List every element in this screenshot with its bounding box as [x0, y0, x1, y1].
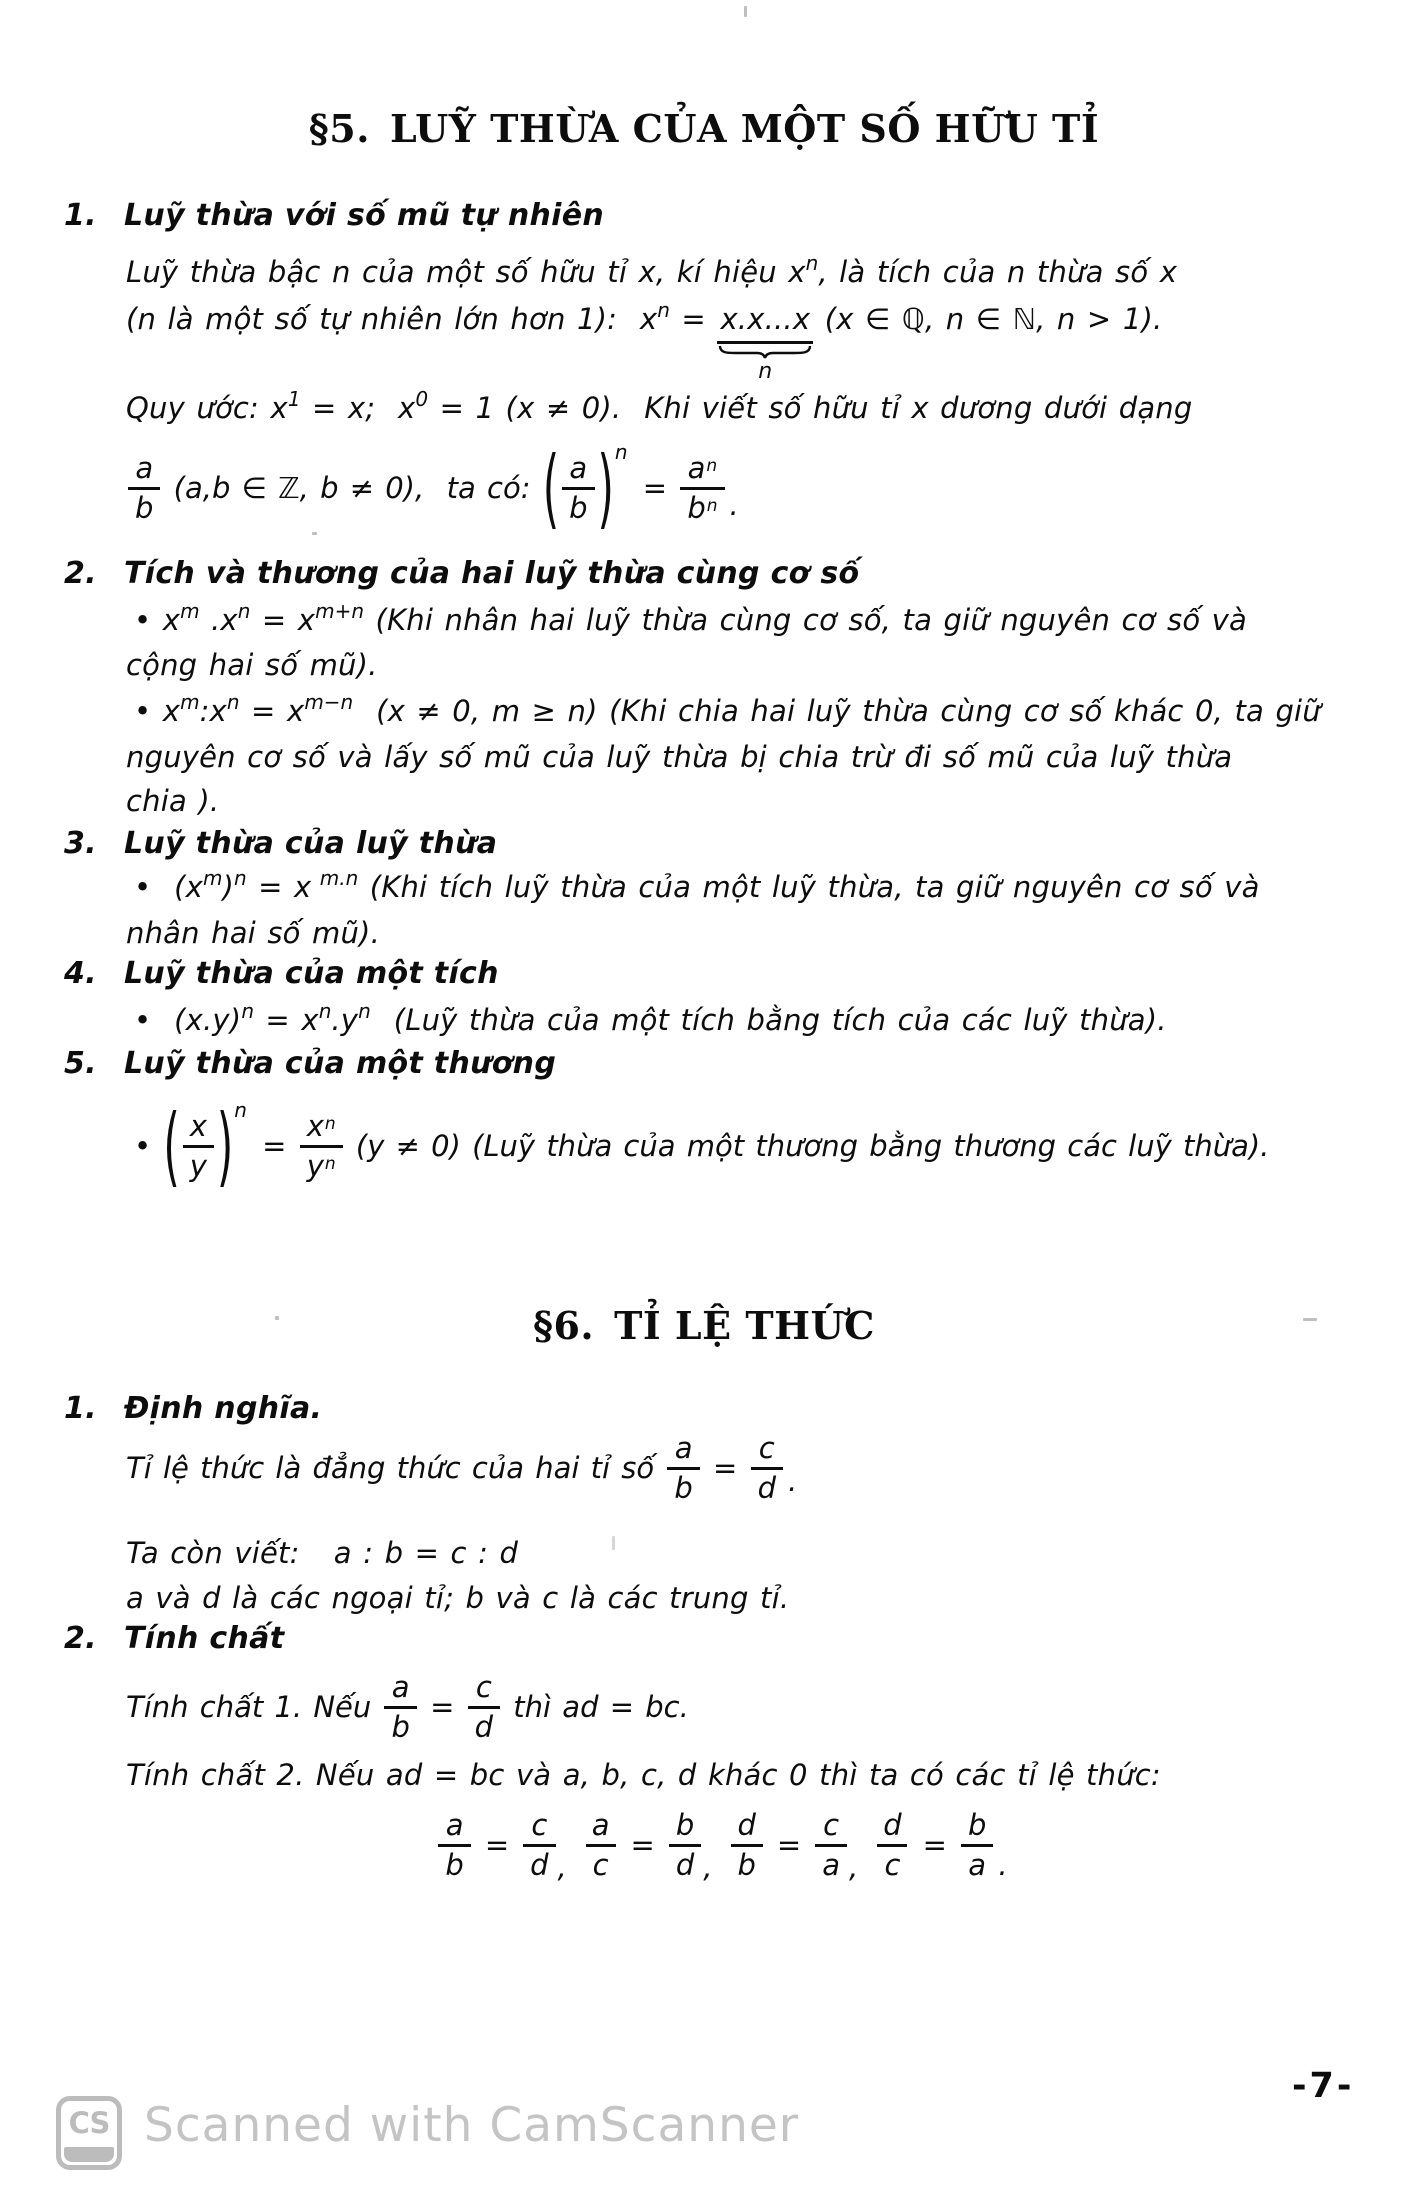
- exponent: n: [706, 495, 718, 516]
- s6-line-ta-con-viet: [126, 1533, 518, 1573]
- s6-item1-heading-text: Định nghĩa.: [124, 1391, 323, 1426]
- text: Tỉ lệ thức là đẳng thức của hai tỉ số: [126, 1451, 666, 1485]
- exponent: m−n: [304, 690, 354, 714]
- exponent: m: [180, 599, 200, 623]
- s6-item2-heading: [64, 1621, 284, 1656]
- right-paren: ): [597, 437, 614, 539]
- section5-number: §5.: [308, 106, 370, 151]
- page-number: -7-: [1292, 2066, 1355, 2106]
- left-paren: (: [163, 1095, 180, 1197]
- base: y: [306, 1148, 324, 1183]
- fraction-c-a: [815, 1810, 847, 1880]
- section6-title-text: TỈ LỆ THỨC: [614, 1303, 875, 1348]
- s6-definition-formula: [126, 1430, 797, 1506]
- base: a: [687, 451, 706, 486]
- exponent: n: [805, 251, 819, 275]
- item3-bullet-line1: [134, 867, 1260, 910]
- item1-number: 1.: [64, 198, 97, 233]
- item3-bullet-line2: [126, 913, 380, 953]
- text: • (x: [134, 870, 204, 904]
- exponent: 0: [415, 387, 429, 411]
- comma: ,: [703, 1850, 713, 1884]
- camscanner-logo-icon: [56, 2096, 122, 2170]
- item4-number: 4.: [64, 956, 97, 991]
- text: (y ≠ 0) (Luỹ thừa của một thương bằng thương các luỹ thừa).: [344, 1129, 1270, 1163]
- item4-heading-text: Luỹ thừa của một tích: [124, 956, 499, 991]
- exponent: n: [241, 999, 254, 1023]
- product-expression: x.x...x: [717, 299, 813, 344]
- item1-heading: [64, 198, 604, 233]
- frac-numerator: c: [823, 1808, 840, 1843]
- item2-number: 2.: [64, 556, 97, 591]
- frac-denominator: d: [468, 1706, 500, 1742]
- text: (x ∈ ℚ, n ∈ ℕ, n > 1).: [813, 302, 1163, 336]
- exponent: 1: [287, 387, 301, 411]
- frac-denominator: a: [961, 1844, 993, 1880]
- item2-heading-text: Tích và thương của hai luỹ thừa cùng cơ số: [124, 556, 860, 591]
- equals: =: [701, 1451, 749, 1485]
- left-paren: (: [542, 437, 560, 539]
- base: x: [306, 1109, 324, 1144]
- equals: =: [631, 471, 679, 505]
- frac-denominator: b: [384, 1706, 416, 1742]
- text: Tính chất 2. Nếu ad = bc và a, b, c, d khác 0 thì ta có các tỉ lệ thức:: [126, 1758, 1161, 1792]
- exponent: n: [358, 999, 371, 1023]
- exponent: n: [318, 999, 332, 1023]
- frac-numerator: a: [391, 1670, 410, 1705]
- text: (Khi tích luỹ thừa của một luỹ thừa, ta giữ nguyên cơ số và: [358, 870, 1260, 904]
- text: Tính chất 1. Nếu: [126, 1690, 383, 1724]
- item3-heading: [64, 826, 497, 861]
- fraction-c-d: [523, 1810, 555, 1880]
- frac-numerator: b: [675, 1808, 695, 1843]
- text: cộng hai số mũ).: [126, 648, 378, 682]
- exponent: n: [234, 1098, 247, 1122]
- camscanner-logo-letters: CS: [68, 2106, 110, 2140]
- text: • x: [134, 694, 181, 728]
- comma: ,: [849, 1850, 859, 1884]
- fraction-a-b: [128, 453, 160, 523]
- frac-numerator: a: [569, 451, 588, 486]
- text: Luỹ thừa bậc n của một số hữu tỉ x, kí hiệu x: [126, 255, 806, 289]
- underbrace-icon: [717, 345, 813, 359]
- section5-title: [0, 106, 1408, 151]
- text: a và d là các ngoại tỉ; b và c là các trung tỉ.: [126, 1581, 790, 1615]
- text: = x: [250, 603, 316, 637]
- frac-denominator: b: [731, 1844, 763, 1880]
- fraction-a-b: [562, 453, 594, 523]
- text: thì ad = bc.: [502, 1690, 689, 1724]
- fraction-a-c: [585, 1810, 617, 1880]
- item4-heading: [64, 956, 499, 991]
- text: = x; x: [300, 391, 416, 425]
- exponent: n: [226, 690, 240, 714]
- frac-numerator: d: [883, 1808, 902, 1843]
- frac-numerator: c: [475, 1670, 492, 1705]
- equals: =: [630, 1828, 655, 1862]
- text: = x: [246, 870, 312, 904]
- frac-numerator: [300, 1111, 343, 1144]
- s6-property1-formula: [126, 1670, 689, 1744]
- frac-numerator: a: [674, 1431, 693, 1466]
- equals: =: [250, 1129, 298, 1163]
- text: .y: [331, 1003, 359, 1037]
- frac-denominator: a: [815, 1844, 847, 1880]
- item2-bullet2-line3: [126, 781, 219, 821]
- exponent: n: [657, 298, 670, 322]
- fraction-x-y: [183, 1111, 214, 1181]
- equals: =: [776, 1828, 802, 1862]
- scan-speck: [1303, 1318, 1317, 1321]
- frac-denominator: d: [751, 1467, 783, 1503]
- scan-speck: [275, 1316, 279, 1320]
- frac-numerator: c: [758, 1431, 775, 1466]
- section6-title: [0, 1303, 1408, 1348]
- exponent: n: [324, 1114, 336, 1135]
- text: Quy ước: x: [126, 391, 288, 425]
- comma: ,: [557, 1850, 567, 1884]
- item2-bullet2-line2: [126, 737, 1232, 777]
- exponent: m: [180, 690, 200, 714]
- frac-numerator: a: [135, 451, 154, 486]
- s6-item1-heading: [64, 1391, 322, 1426]
- right-paren: ): [216, 1095, 234, 1197]
- item2-bullet1-line2: [126, 645, 378, 685]
- frac-denominator: b: [438, 1844, 470, 1880]
- text: nhân hai số mũ).: [126, 916, 380, 950]
- s6-property2-line: [126, 1755, 1161, 1795]
- exponent: n: [706, 456, 718, 477]
- bullet: •: [134, 1129, 163, 1163]
- text: (n là một số tự nhiên lớn hơn 1): x: [126, 302, 658, 336]
- frac-denominator: b: [562, 487, 594, 523]
- period: .: [729, 488, 739, 522]
- frac-denominator: b: [128, 487, 160, 523]
- item3-heading-text: Luỹ thừa của luỹ thừa: [124, 826, 498, 861]
- fraction-xn-yn: [300, 1111, 343, 1181]
- frac-numerator: c: [531, 1808, 548, 1843]
- watermark-text: Scanned with CamScanner: [144, 2098, 800, 2153]
- item5-formula: [134, 1095, 1270, 1197]
- exponent: n: [237, 599, 251, 623]
- fraction-an-bn: [680, 453, 724, 523]
- exponent: m.n: [311, 866, 359, 890]
- text: = x: [239, 694, 305, 728]
- item1-formula: [126, 437, 739, 539]
- fraction-c-d: [751, 1433, 783, 1503]
- frac-denominator: y: [183, 1145, 214, 1181]
- frac-denominator: d: [669, 1844, 701, 1880]
- frac-denominator: d: [523, 1844, 555, 1880]
- s6-line-ngoai-ti: [126, 1578, 789, 1618]
- text: = x: [254, 1003, 319, 1037]
- item2-bullet1-line1: [134, 600, 1247, 643]
- text: , là tích của n thừa số x: [818, 255, 1178, 289]
- equals: =: [484, 1828, 510, 1862]
- item4-bullet-line: [134, 1000, 1167, 1043]
- frac-numerator: [681, 453, 725, 486]
- exponent: n: [614, 440, 628, 464]
- frac-denominator: b: [667, 1467, 699, 1503]
- scan-speck: [312, 532, 317, 535]
- exponent: n: [324, 1153, 336, 1174]
- exponent: n: [234, 866, 247, 890]
- frac-denominator: [680, 487, 724, 523]
- section5-title-text: LUỸ THỪA CỦA MỘT SỐ HỮU TỈ: [389, 106, 1100, 151]
- text: (Luỹ thừa của một tích bằng tích của các luỹ thừa).: [370, 1003, 1167, 1037]
- fraction-a-b: [384, 1672, 416, 1742]
- item5-heading: [64, 1046, 556, 1081]
- fraction-a-b: [667, 1433, 699, 1503]
- item2-heading: [64, 556, 859, 591]
- underbrace-label: n: [758, 359, 773, 384]
- item3-number: 3.: [64, 826, 97, 861]
- equals: =: [669, 302, 718, 336]
- fraction-a-b: [438, 1810, 470, 1880]
- fraction-c-d: [468, 1672, 500, 1742]
- fraction-d-c: [876, 1810, 908, 1880]
- text: nguyên cơ số và lấy số mũ của luỹ thừa bị chia trừ đi số mũ của luỹ thừa: [126, 740, 1233, 774]
- exponent: m+n: [315, 599, 365, 623]
- s6-item2-heading-text: Tính chất: [124, 1621, 285, 1656]
- text: (a,b ∈ ℤ, b ≠ 0), ta có:: [162, 471, 542, 505]
- text: :x: [199, 694, 227, 728]
- item1-line1: [126, 252, 1177, 295]
- text: = 1 (x ≠ 0). Khi viết số hữu tỉ x dương dưới dạng: [428, 391, 1193, 425]
- text: • (x.y): [134, 1003, 242, 1037]
- text: ): [222, 870, 235, 904]
- text: chia ).: [126, 784, 220, 818]
- text: (x ≠ 0, m ≥ n) (Khi chia hai luỹ thừa cùng cơ số khác 0, ta giữ: [353, 694, 1321, 728]
- frac-denominator: [300, 1145, 343, 1181]
- s6-item2-number: 2.: [64, 1621, 97, 1656]
- item2-bullet2-line1: [134, 691, 1321, 734]
- underbrace-group: [717, 299, 813, 383]
- section6-number: §6.: [533, 1303, 595, 1348]
- text: (Khi nhân hai luỹ thừa cùng cơ số, ta giữ nguyên cơ số và: [364, 603, 1248, 637]
- text: .x: [199, 603, 238, 637]
- text: • x: [134, 603, 181, 637]
- period: .: [787, 1464, 798, 1498]
- text: Ta còn viết: a : b = c : d: [126, 1536, 519, 1570]
- item1-line3: [126, 388, 1192, 431]
- item5-number: 5.: [64, 1046, 97, 1081]
- item5-heading-text: Luỹ thừa của một thương: [124, 1046, 557, 1081]
- equals: =: [418, 1690, 466, 1724]
- frac-numerator: d: [737, 1808, 756, 1843]
- scan-speck: [612, 1536, 615, 1550]
- frac-numerator: a: [591, 1808, 610, 1843]
- item1-heading-text: Luỹ thừa với số mũ tự nhiên: [124, 198, 605, 233]
- frac-numerator: x: [189, 1109, 207, 1144]
- fraction-b-d: [669, 1810, 701, 1880]
- fraction-d-b: [731, 1810, 763, 1880]
- frac-denominator: c: [586, 1844, 616, 1880]
- camscanner-logo-bar: [64, 2147, 114, 2162]
- frac-numerator: a: [445, 1808, 464, 1843]
- exponent: m: [203, 866, 223, 890]
- frac-numerator: b: [967, 1808, 987, 1843]
- equals: =: [922, 1828, 947, 1862]
- fraction-b-a: [961, 1810, 993, 1880]
- item1-line2: [126, 299, 1162, 383]
- frac-denominator: c: [877, 1844, 907, 1880]
- scan-speck: [744, 6, 747, 17]
- period: .: [998, 1848, 1008, 1882]
- base: b: [687, 490, 706, 525]
- s6-item1-number: 1.: [64, 1391, 97, 1426]
- s6-proportions-row: [18, 1800, 1408, 1890]
